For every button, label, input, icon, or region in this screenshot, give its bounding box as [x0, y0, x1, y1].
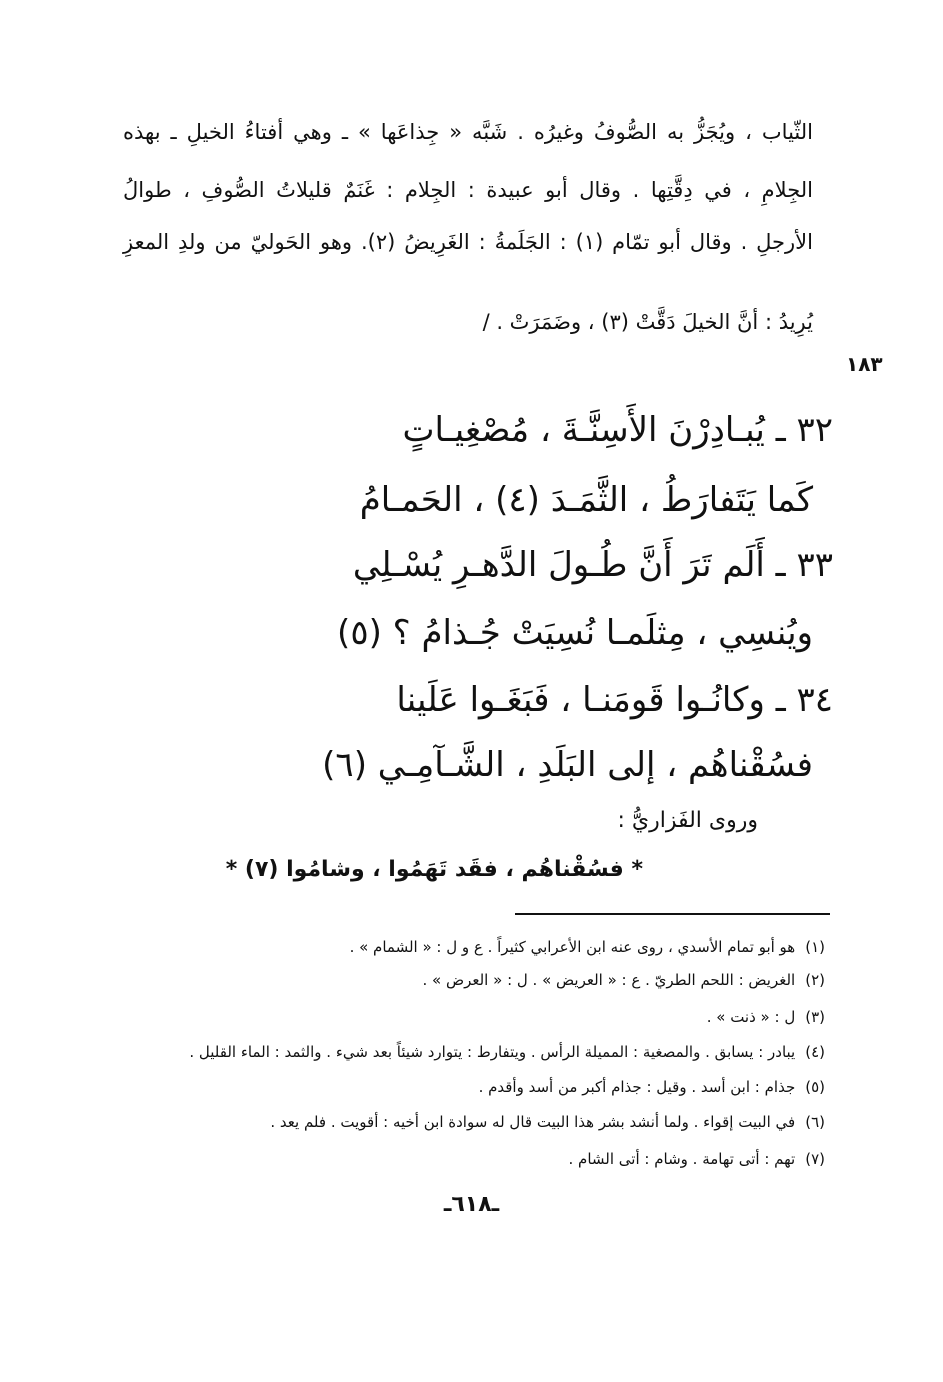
footnote-number: (١): [805, 938, 825, 956]
footnote-4: [189, 1043, 825, 1061]
prose-line-2: الجِلامِ ، في دِقَّتِها . وقال أبو عبيدة : الجِلام : غَنَمٌ قليلاتُ الصُّوفِ ، طوالُ: [123, 178, 813, 202]
footnote-number: (٧): [805, 1150, 825, 1168]
footnote-5: [479, 1078, 825, 1096]
prose-line-4: يُرِيدُ : أنَّ الخيلَ دَقَّتْ (٣) ، وضَمَرَتْ . /: [482, 310, 813, 334]
footnote-text: في البيت إقواء . ولما أنشد بشر هذا البيت قال له سوادة ابن أخيه : أقويت . فلم يعد .: [270, 1113, 796, 1131]
verse-34-second-hemistich: فسُقْناهُم ، إلى البَلَدِ ، الشَّـآمِـي (٦): [322, 745, 813, 785]
footnote-number: (٢): [805, 971, 825, 989]
footnote-divider: [515, 913, 830, 915]
footnote-text: ل : « ذنت » .: [706, 1008, 796, 1026]
page-number: ـ٦١٨ـ: [443, 1192, 500, 1217]
verse-34-first-hemistich: ٣٤ ـ وكانُـوا قَومَنـا ، فَبَغَـوا عَلَينا: [396, 680, 833, 720]
footnote-7: [569, 1150, 825, 1168]
footnote-text: هو أبو تمام الأسدي ، روى عنه ابن الأعرابي كثيراً . ع و ل : « الشمام » .: [349, 938, 796, 956]
prose-line-3: الأرجلِ . وقال أبو تمّام (١) : الجَلَمةُ : الغَرِيضُ (٢). وهو الحَوليّ من ولدِ المعزِ: [123, 230, 813, 254]
footnote-1: [350, 938, 825, 956]
footnote-text: الغريض : اللحم الطريّ . ع : « العريض » . ل : « العرض » .: [422, 971, 796, 989]
footnote-3: [707, 1008, 825, 1026]
variant-intro: وروى الفَزاريُّ :: [617, 808, 758, 833]
footnote-2: [422, 971, 825, 989]
footnote-6: [270, 1113, 825, 1131]
margin-page-reference: ١٨٣: [846, 352, 883, 376]
footnote-number: (٤): [805, 1043, 825, 1061]
footnote-text: تهم : أتى تهامة . وشام : أتى الشام .: [568, 1150, 796, 1168]
footnote-number: (٥): [805, 1078, 825, 1096]
footnote-text: يبادر : يسابق . والمصغية : المميلة الرأس . ويتفارط : يتوارد شيئاً بعد شيء . والثمد : الماء القليل .: [189, 1043, 796, 1061]
variant-line: * فسُقْناهُم ، فقَد تَهَمُوا ، وشامُوا (٧) *: [225, 857, 643, 882]
footnote-text: جذام : ابن أسد . وقيل : جذام أكبر من أسد وأقدم .: [478, 1078, 796, 1096]
verse-33-first-hemistich: ٣٣ ـ أَلَم تَرَ أَنَّ طُـولَ الدَّهـرِ يُسْـلِي: [352, 545, 833, 585]
verse-32-first-hemistich: ٣٢ ـ يُبـادِرْنَ الأَسِنَّـةَ ، مُصْغِيـاتٍ: [402, 410, 833, 450]
footnote-number: (٣): [805, 1008, 825, 1026]
footnote-number: (٦): [805, 1113, 825, 1131]
prose-line-1: الثّياب ، ويُجَزُّ به الصُّوفُ وغيرُه . شَبَّه « جِذاعَها » ـ وهي أفتاءُ الخيلِ ـ بهذه: [123, 120, 813, 144]
verse-32-second-hemistich: كَما يَتَفارَطُ ، الثَّمَـدَ (٤) ، الحَمـامُ: [359, 480, 813, 520]
verse-33-second-hemistich: ويُنسِي ، مِثلَمـا نُسِيَتْ جُـذامُ ؟ (٥): [337, 613, 813, 653]
